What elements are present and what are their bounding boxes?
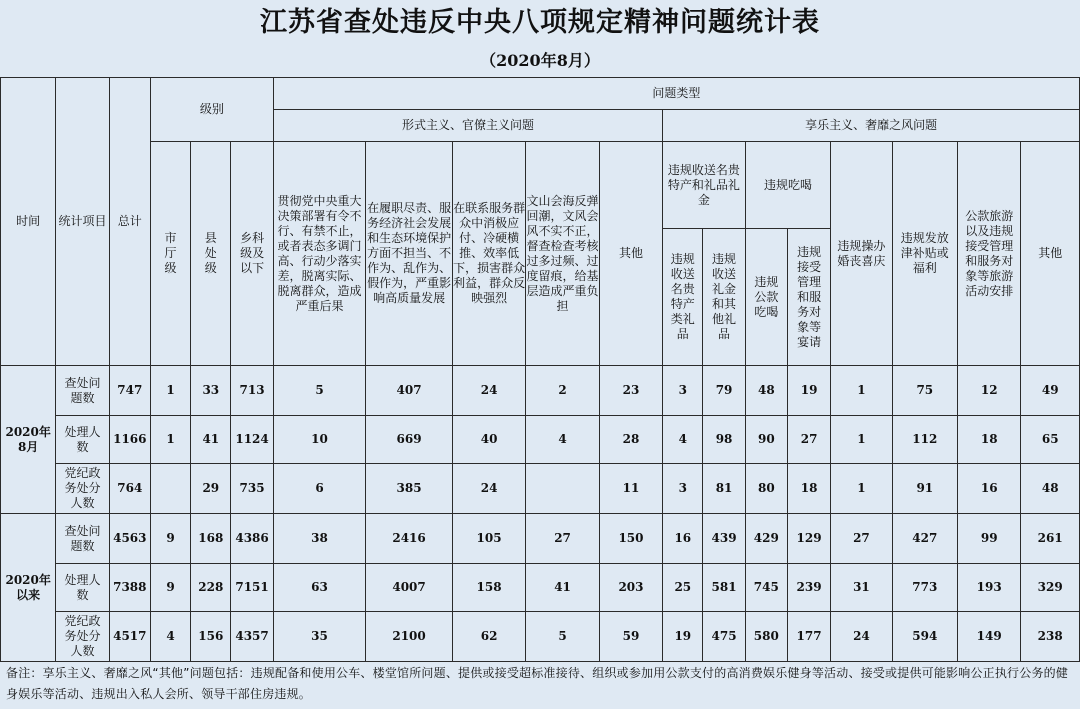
value-cell-dining-banquet: 177 bbox=[787, 612, 830, 662]
value-cell-formalism-duty: 4007 bbox=[366, 564, 453, 612]
value-cell-wedding: 1 bbox=[831, 464, 892, 514]
value-cell-hedonism-other: 65 bbox=[1021, 416, 1080, 464]
value-cell-formalism-other: 203 bbox=[599, 564, 662, 612]
value-cell-total: 4563 bbox=[109, 514, 150, 564]
stat-item-cell: 处理人数 bbox=[56, 564, 109, 612]
header-stat-item: 统计项目 bbox=[56, 78, 109, 366]
header-formalism-duty: 在履职尽责、服务经济社会发展和生态环境保护方面不担当、不作为、乱作为、假作为，严重影响高质量发展 bbox=[366, 142, 453, 366]
header-dining-banquet: 违规接受管理和服务对象等宴请 bbox=[787, 229, 830, 366]
header-gifts: 违规收送名贵特产和礼品礼金 bbox=[663, 142, 746, 229]
value-cell-formalism-meetings bbox=[526, 464, 599, 514]
value-cell-subsidy: 75 bbox=[892, 366, 957, 416]
stat-item-cell: 党纪政务处分人数 bbox=[56, 464, 109, 514]
header-formalism-meetings: 文山会海反弹回潮，文风会风不实不正，督查检查考核过多过频、过度留痕，给基层造成严重负担 bbox=[526, 142, 599, 366]
value-cell-dining-public: 429 bbox=[745, 514, 787, 564]
page-subtitle: （2020年8月） bbox=[480, 51, 600, 70]
value-cell-total: 7388 bbox=[109, 564, 150, 612]
value-cell-wedding: 1 bbox=[831, 416, 892, 464]
value-cell-subsidy: 773 bbox=[892, 564, 957, 612]
value-cell-dining-public: 580 bbox=[745, 612, 787, 662]
header-gifts-specialty: 违规收送名贵特产类礼品 bbox=[663, 229, 703, 366]
value-cell-gifts-money: 81 bbox=[703, 464, 745, 514]
value-cell-gifts-specialty: 16 bbox=[663, 514, 703, 564]
value-cell-formalism-duty: 2416 bbox=[366, 514, 453, 564]
header-travel: 公款旅游以及违规接受管理和服务对象等旅游活动安排 bbox=[958, 142, 1021, 366]
stat-item-cell: 查处问题数 bbox=[56, 514, 109, 564]
value-cell-formalism-other: 23 bbox=[599, 366, 662, 416]
table-row bbox=[1, 464, 1080, 514]
value-cell-formalism-other: 28 bbox=[599, 416, 662, 464]
footnote: 备注：享乐主义、奢靡之风“其他”问题包括：违规配备和使用公车、楼堂馆所问题、提供或接受超标准接待、组织或参加用公款支付的高消费娱乐健身等活动、接受或提供可能影响公正执行公务的健身娱乐等活动、违规出入私人会所、领导干部住房违规。 bbox=[6, 666, 1069, 701]
header-level-city: 市厅级 bbox=[150, 142, 190, 366]
value-cell-hedonism-other: 329 bbox=[1021, 564, 1080, 612]
value-cell-level-township: 1124 bbox=[231, 416, 273, 464]
value-cell-travel: 99 bbox=[958, 514, 1021, 564]
value-cell-travel: 18 bbox=[958, 416, 1021, 464]
value-cell-formalism-other: 11 bbox=[599, 464, 662, 514]
header-dining-public: 违规公款吃喝 bbox=[745, 229, 787, 366]
value-cell-level-township: 4386 bbox=[231, 514, 273, 564]
value-cell-gifts-money: 79 bbox=[703, 366, 745, 416]
value-cell-subsidy: 427 bbox=[892, 514, 957, 564]
period-cell: 2020年8月 bbox=[1, 366, 56, 514]
value-cell-dining-public: 80 bbox=[745, 464, 787, 514]
value-cell-total: 764 bbox=[109, 464, 150, 514]
value-cell-formalism-masses: 105 bbox=[452, 514, 525, 564]
value-cell-formalism-other: 59 bbox=[599, 612, 662, 662]
value-cell-gifts-specialty: 25 bbox=[663, 564, 703, 612]
value-cell-gifts-money: 475 bbox=[703, 612, 745, 662]
value-cell-level-city: 9 bbox=[150, 514, 190, 564]
value-cell-wedding: 1 bbox=[831, 366, 892, 416]
value-cell-level-township: 7151 bbox=[231, 564, 273, 612]
value-cell-formalism-duty: 2100 bbox=[366, 612, 453, 662]
value-cell-dining-banquet: 239 bbox=[787, 564, 830, 612]
value-cell-level-county: 29 bbox=[191, 464, 231, 514]
header-hedonism-other: 其他 bbox=[1021, 142, 1080, 366]
value-cell-formalism-decision: 63 bbox=[273, 564, 366, 612]
header-subsidy: 违规发放津补贴或福利 bbox=[892, 142, 957, 366]
value-cell-formalism-duty: 385 bbox=[366, 464, 453, 514]
value-cell-travel: 193 bbox=[958, 564, 1021, 612]
header-formalism: 形式主义、官僚主义问题 bbox=[273, 110, 662, 142]
value-cell-hedonism-other: 49 bbox=[1021, 366, 1080, 416]
value-cell-level-county: 168 bbox=[191, 514, 231, 564]
table-body bbox=[1, 366, 1080, 662]
value-cell-formalism-decision: 10 bbox=[273, 416, 366, 464]
value-cell-gifts-specialty: 3 bbox=[663, 464, 703, 514]
value-cell-dining-public: 90 bbox=[745, 416, 787, 464]
header-total: 总计 bbox=[109, 78, 150, 366]
value-cell-level-county: 156 bbox=[191, 612, 231, 662]
value-cell-gifts-money: 439 bbox=[703, 514, 745, 564]
header-dining: 违规吃喝 bbox=[745, 142, 831, 229]
period-cell: 2020年以来 bbox=[1, 514, 56, 662]
value-cell-subsidy: 594 bbox=[892, 612, 957, 662]
value-cell-wedding: 24 bbox=[831, 612, 892, 662]
value-cell-hedonism-other: 48 bbox=[1021, 464, 1080, 514]
value-cell-formalism-masses: 24 bbox=[452, 464, 525, 514]
value-cell-dining-banquet: 129 bbox=[787, 514, 830, 564]
value-cell-gifts-specialty: 3 bbox=[663, 366, 703, 416]
value-cell-formalism-masses: 40 bbox=[452, 416, 525, 464]
table-row bbox=[1, 514, 1080, 564]
header-level-county: 县处级 bbox=[191, 142, 231, 366]
page-title: 江苏省查处违反中央八项规定精神问题统计表 bbox=[260, 7, 820, 38]
value-cell-formalism-masses: 62 bbox=[452, 612, 525, 662]
value-cell-total: 4517 bbox=[109, 612, 150, 662]
value-cell-level-city: 1 bbox=[150, 416, 190, 464]
stat-item-cell: 处理人数 bbox=[56, 416, 109, 464]
header-row-1 bbox=[1, 78, 1080, 110]
value-cell-formalism-masses: 24 bbox=[452, 366, 525, 416]
value-cell-travel: 16 bbox=[958, 464, 1021, 514]
header-time: 时间 bbox=[1, 78, 56, 366]
value-cell-level-city: 1 bbox=[150, 366, 190, 416]
value-cell-formalism-duty: 407 bbox=[366, 366, 453, 416]
value-cell-formalism-other: 150 bbox=[599, 514, 662, 564]
value-cell-formalism-meetings: 5 bbox=[526, 612, 599, 662]
table-row bbox=[1, 366, 1080, 416]
value-cell-formalism-meetings: 2 bbox=[526, 366, 599, 416]
header-level: 级别 bbox=[150, 78, 273, 142]
stat-item-cell: 党纪政务处分人数 bbox=[56, 612, 109, 662]
statistics-table bbox=[0, 77, 1080, 662]
value-cell-dining-banquet: 19 bbox=[787, 366, 830, 416]
value-cell-level-city: 4 bbox=[150, 612, 190, 662]
value-cell-level-city: 9 bbox=[150, 564, 190, 612]
value-cell-gifts-specialty: 4 bbox=[663, 416, 703, 464]
header-formalism-masses: 在联系服务群众中消极应付、冷硬横推、效率低下，损害群众利益，群众反映强烈 bbox=[452, 142, 525, 366]
value-cell-gifts-money: 98 bbox=[703, 416, 745, 464]
header-row-3 bbox=[1, 142, 1080, 229]
value-cell-dining-banquet: 18 bbox=[787, 464, 830, 514]
table-row bbox=[1, 564, 1080, 612]
value-cell-level-county: 228 bbox=[191, 564, 231, 612]
value-cell-formalism-duty: 669 bbox=[366, 416, 453, 464]
value-cell-level-county: 41 bbox=[191, 416, 231, 464]
header-wedding: 违规操办婚丧喜庆 bbox=[831, 142, 892, 366]
value-cell-formalism-meetings: 27 bbox=[526, 514, 599, 564]
value-cell-level-township: 4357 bbox=[231, 612, 273, 662]
value-cell-level-county: 33 bbox=[191, 366, 231, 416]
value-cell-hedonism-other: 261 bbox=[1021, 514, 1080, 564]
value-cell-gifts-specialty: 19 bbox=[663, 612, 703, 662]
value-cell-total: 747 bbox=[109, 366, 150, 416]
value-cell-dining-public: 745 bbox=[745, 564, 787, 612]
value-cell-formalism-masses: 158 bbox=[452, 564, 525, 612]
header-formalism-other: 其他 bbox=[599, 142, 662, 366]
value-cell-formalism-decision: 35 bbox=[273, 612, 366, 662]
value-cell-level-city bbox=[150, 464, 190, 514]
value-cell-formalism-decision: 5 bbox=[273, 366, 366, 416]
header-hedonism: 享乐主义、奢靡之风问题 bbox=[663, 110, 1080, 142]
value-cell-formalism-meetings: 4 bbox=[526, 416, 599, 464]
value-cell-dining-public: 48 bbox=[745, 366, 787, 416]
table-row bbox=[1, 416, 1080, 464]
value-cell-gifts-money: 581 bbox=[703, 564, 745, 612]
value-cell-level-township: 713 bbox=[231, 366, 273, 416]
header-formalism-decision: 贯彻党中央重大决策部署有令不行、有禁不止，或者表态多调门高、行动少落实差，脱离实际、脱离群众，造成严重后果 bbox=[273, 142, 366, 366]
value-cell-formalism-decision: 6 bbox=[273, 464, 366, 514]
value-cell-subsidy: 112 bbox=[892, 416, 957, 464]
header-problem-type: 问题类型 bbox=[273, 78, 1079, 110]
value-cell-wedding: 27 bbox=[831, 514, 892, 564]
value-cell-formalism-meetings: 41 bbox=[526, 564, 599, 612]
value-cell-dining-banquet: 27 bbox=[787, 416, 830, 464]
value-cell-level-township: 735 bbox=[231, 464, 273, 514]
value-cell-hedonism-other: 238 bbox=[1021, 612, 1080, 662]
header-gifts-money: 违规收送礼金和其他礼品 bbox=[703, 229, 745, 366]
value-cell-total: 1166 bbox=[109, 416, 150, 464]
value-cell-subsidy: 91 bbox=[892, 464, 957, 514]
header-level-township: 乡科级及以下 bbox=[231, 142, 273, 366]
value-cell-formalism-decision: 38 bbox=[273, 514, 366, 564]
value-cell-wedding: 31 bbox=[831, 564, 892, 612]
table-row bbox=[1, 612, 1080, 662]
stat-item-cell: 查处问题数 bbox=[56, 366, 109, 416]
value-cell-travel: 12 bbox=[958, 366, 1021, 416]
value-cell-travel: 149 bbox=[958, 612, 1021, 662]
